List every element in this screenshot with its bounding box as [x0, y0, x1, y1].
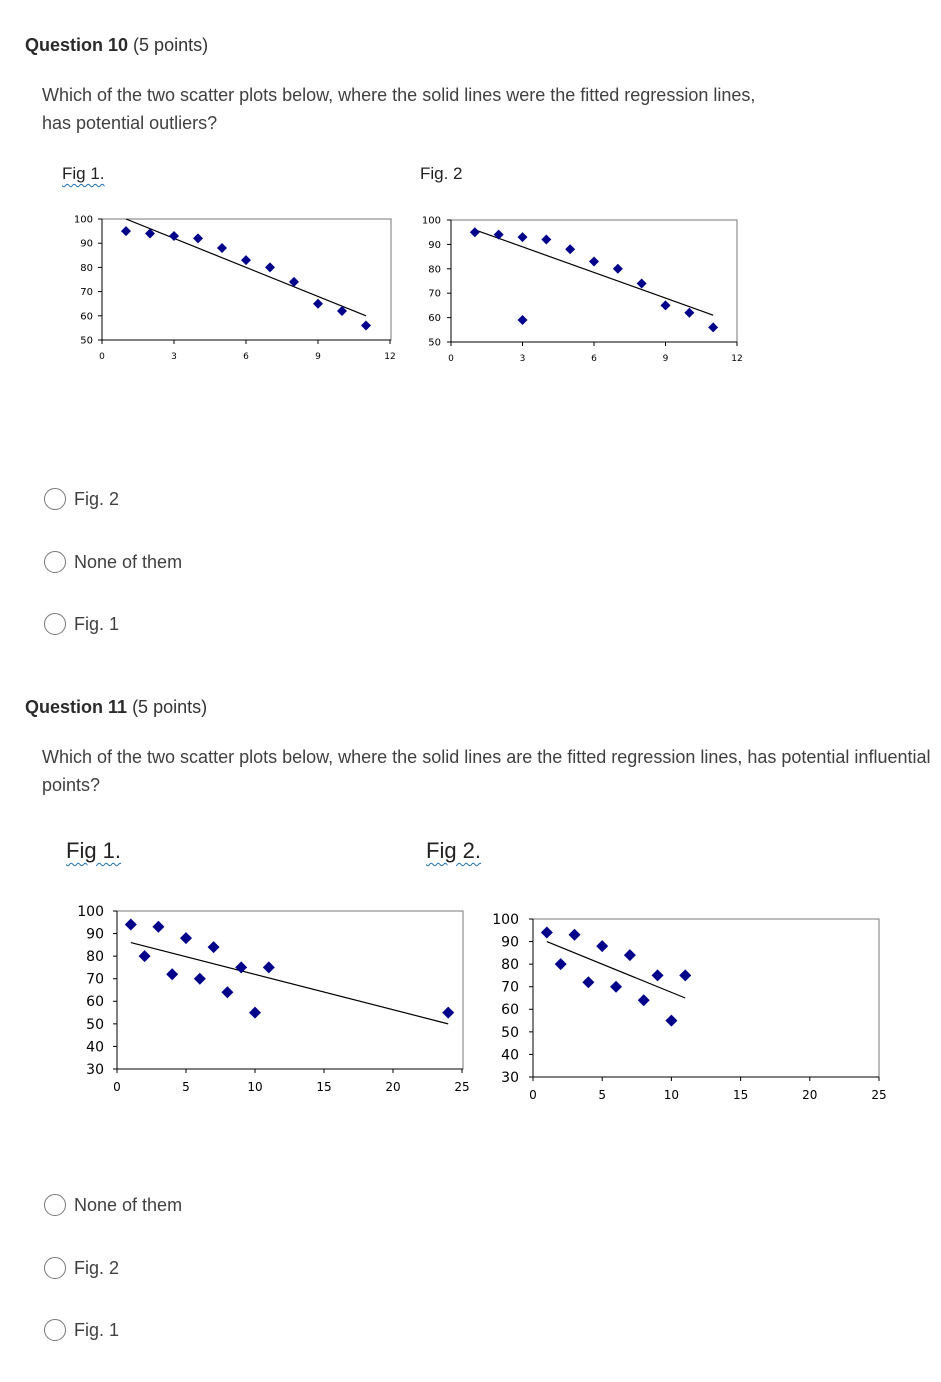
q11-fig2-ytick-label: 70 — [501, 979, 519, 996]
q11-fig2-plot-frame — [533, 919, 879, 1077]
q10-option-2-label[interactable]: Fig. 1 — [74, 613, 120, 634]
q11-option-2-label[interactable]: Fig. 1 — [74, 1319, 120, 1340]
q10-fig2-ytick-label: 100 — [421, 215, 441, 227]
q10-option-1-label[interactable]: None of them — [74, 551, 183, 572]
q11-fig1-ytick-label: 60 — [86, 994, 104, 1011]
q10-fig2-xtick-label: 12 — [731, 354, 743, 364]
q10-fig1-ytick-label: 50 — [80, 335, 93, 347]
q10-fig1-xtick-label: 3 — [171, 352, 177, 362]
q11-fig2-point — [665, 1015, 677, 1027]
q11-fig2-point — [582, 976, 594, 988]
q10-fig1-xtick-label: 12 — [384, 352, 396, 362]
q10-fig2-ytick-label: 60 — [428, 313, 441, 325]
q11-fig1-xtick-label: 10 — [247, 1080, 263, 1094]
question-10-number: Question 10 — [25, 35, 129, 55]
q10-fig1-xtick-label: 9 — [315, 352, 321, 362]
q11-fig1-xtick-label: 15 — [316, 1080, 332, 1094]
q10-fig1-xtick-label: 6 — [243, 352, 249, 362]
q11-fig2-point — [610, 981, 622, 993]
q11-fig1-ytick-label: 40 — [86, 1039, 104, 1056]
q11-fig1-ytick-label: 50 — [86, 1016, 104, 1033]
q10-fig2-xtick-label: 3 — [519, 354, 526, 364]
q11-fig2-ytick-label: 90 — [501, 934, 519, 951]
q11-option-0[interactable] — [44, 1194, 182, 1216]
q11-fig1-ytick-label: 80 — [86, 949, 104, 966]
q10-fig1-ytick-label: 100 — [73, 214, 93, 226]
q10-fig2-ytick-label: 80 — [428, 264, 441, 276]
question-10-points: (5 points) — [133, 35, 209, 55]
q11-fig2-ytick-label: 50 — [501, 1024, 519, 1041]
q10-fig2-xtick-label: 9 — [662, 354, 669, 364]
q11-fig1-xtick-label: 5 — [182, 1080, 190, 1094]
radio-circle-icon[interactable] — [44, 1319, 66, 1341]
q11-option-1-label[interactable]: Fig. 2 — [74, 1257, 120, 1278]
q11-fig2-ytick-label: 40 — [501, 1047, 519, 1064]
q11-fig2-xtick-label: 15 — [732, 1088, 749, 1102]
q11-fig2-xtick-label: 20 — [802, 1088, 818, 1102]
q11-fig1-ytick-label: 70 — [86, 971, 104, 988]
q10-fig2-ytick-label: 90 — [428, 239, 441, 251]
q11-option-2[interactable] — [44, 1319, 119, 1341]
q10-fig2-xtick-label: 0 — [448, 354, 454, 364]
q11-fig2-point — [679, 969, 691, 981]
q11-fig1-ytick-label: 30 — [86, 1061, 104, 1078]
q11-fig1-ytick-label: 100 — [77, 903, 104, 920]
q11-fig2-point — [624, 949, 636, 961]
question-11-points: (5 points) — [132, 697, 208, 717]
radio-circle-icon[interactable] — [44, 1257, 66, 1279]
q10-fig2-ytick-label: 50 — [428, 337, 441, 349]
q10-fig1-ytick-label: 80 — [80, 262, 93, 274]
q10-fig1-ytick-label: 90 — [80, 238, 93, 250]
q11-fig2-ytick-label: 60 — [501, 1002, 519, 1019]
q11-fig1-xtick-label: 0 — [113, 1080, 121, 1094]
question-11-number: Question 11 — [25, 697, 128, 717]
q11-fig2-ytick-label: 30 — [501, 1069, 519, 1086]
q11-option-1[interactable] — [44, 1257, 119, 1279]
q11-fig2-point — [555, 958, 567, 970]
q11-fig1-label: Fig 1. — [66, 838, 122, 863]
q11-option-0-label[interactable]: None of them — [74, 1194, 183, 1215]
q11-fig2-label: Fig 2. — [426, 838, 482, 863]
q11-fig2-xtick-label: 5 — [598, 1088, 607, 1102]
q11-fig1-xtick-label: 25 — [454, 1080, 470, 1094]
q10-fig2-ytick-label: 70 — [428, 288, 441, 300]
q11-fig2-point — [652, 969, 664, 981]
question-11-text: Which of the two scatter plots below, where the solid lines are the fitted regression lines, has potential influential points? — [42, 747, 931, 795]
q10-fig1-ytick-label: 60 — [80, 311, 93, 323]
q11-fig2-point — [569, 929, 581, 941]
q10-fig1-xtick-label: 0 — [99, 352, 105, 362]
q11-fig2-ytick-label: 100 — [492, 911, 519, 928]
q10-fig1-label: Fig 1. — [62, 164, 105, 183]
q10-option-0-label[interactable]: Fig. 2 — [74, 488, 120, 509]
q11-fig2-point — [541, 927, 553, 939]
q11-fig2-xtick-label: 10 — [663, 1088, 680, 1102]
radio-circle-icon[interactable] — [44, 1194, 66, 1216]
q11-fig2-point — [596, 940, 608, 952]
q11-fig2-xtick-label: 25 — [871, 1088, 887, 1102]
q11-fig2-xtick-label: 0 — [529, 1088, 537, 1102]
q11-fig2-ytick-label: 80 — [501, 957, 519, 974]
q11-fig1-xtick-label: 20 — [385, 1080, 401, 1094]
q10-fig1-ytick-label: 70 — [80, 287, 93, 299]
q11-fig1-ytick-label: 90 — [86, 926, 104, 943]
question-10-text: Which of the two scatter plots below, where the solid lines were the fitted regression lines, has potential outliers? — [42, 85, 756, 133]
q10-fig2-label: Fig. 2 — [420, 164, 463, 183]
q11-fig2-point — [638, 994, 650, 1006]
q10-fig2-xtick-label: 6 — [591, 354, 597, 364]
